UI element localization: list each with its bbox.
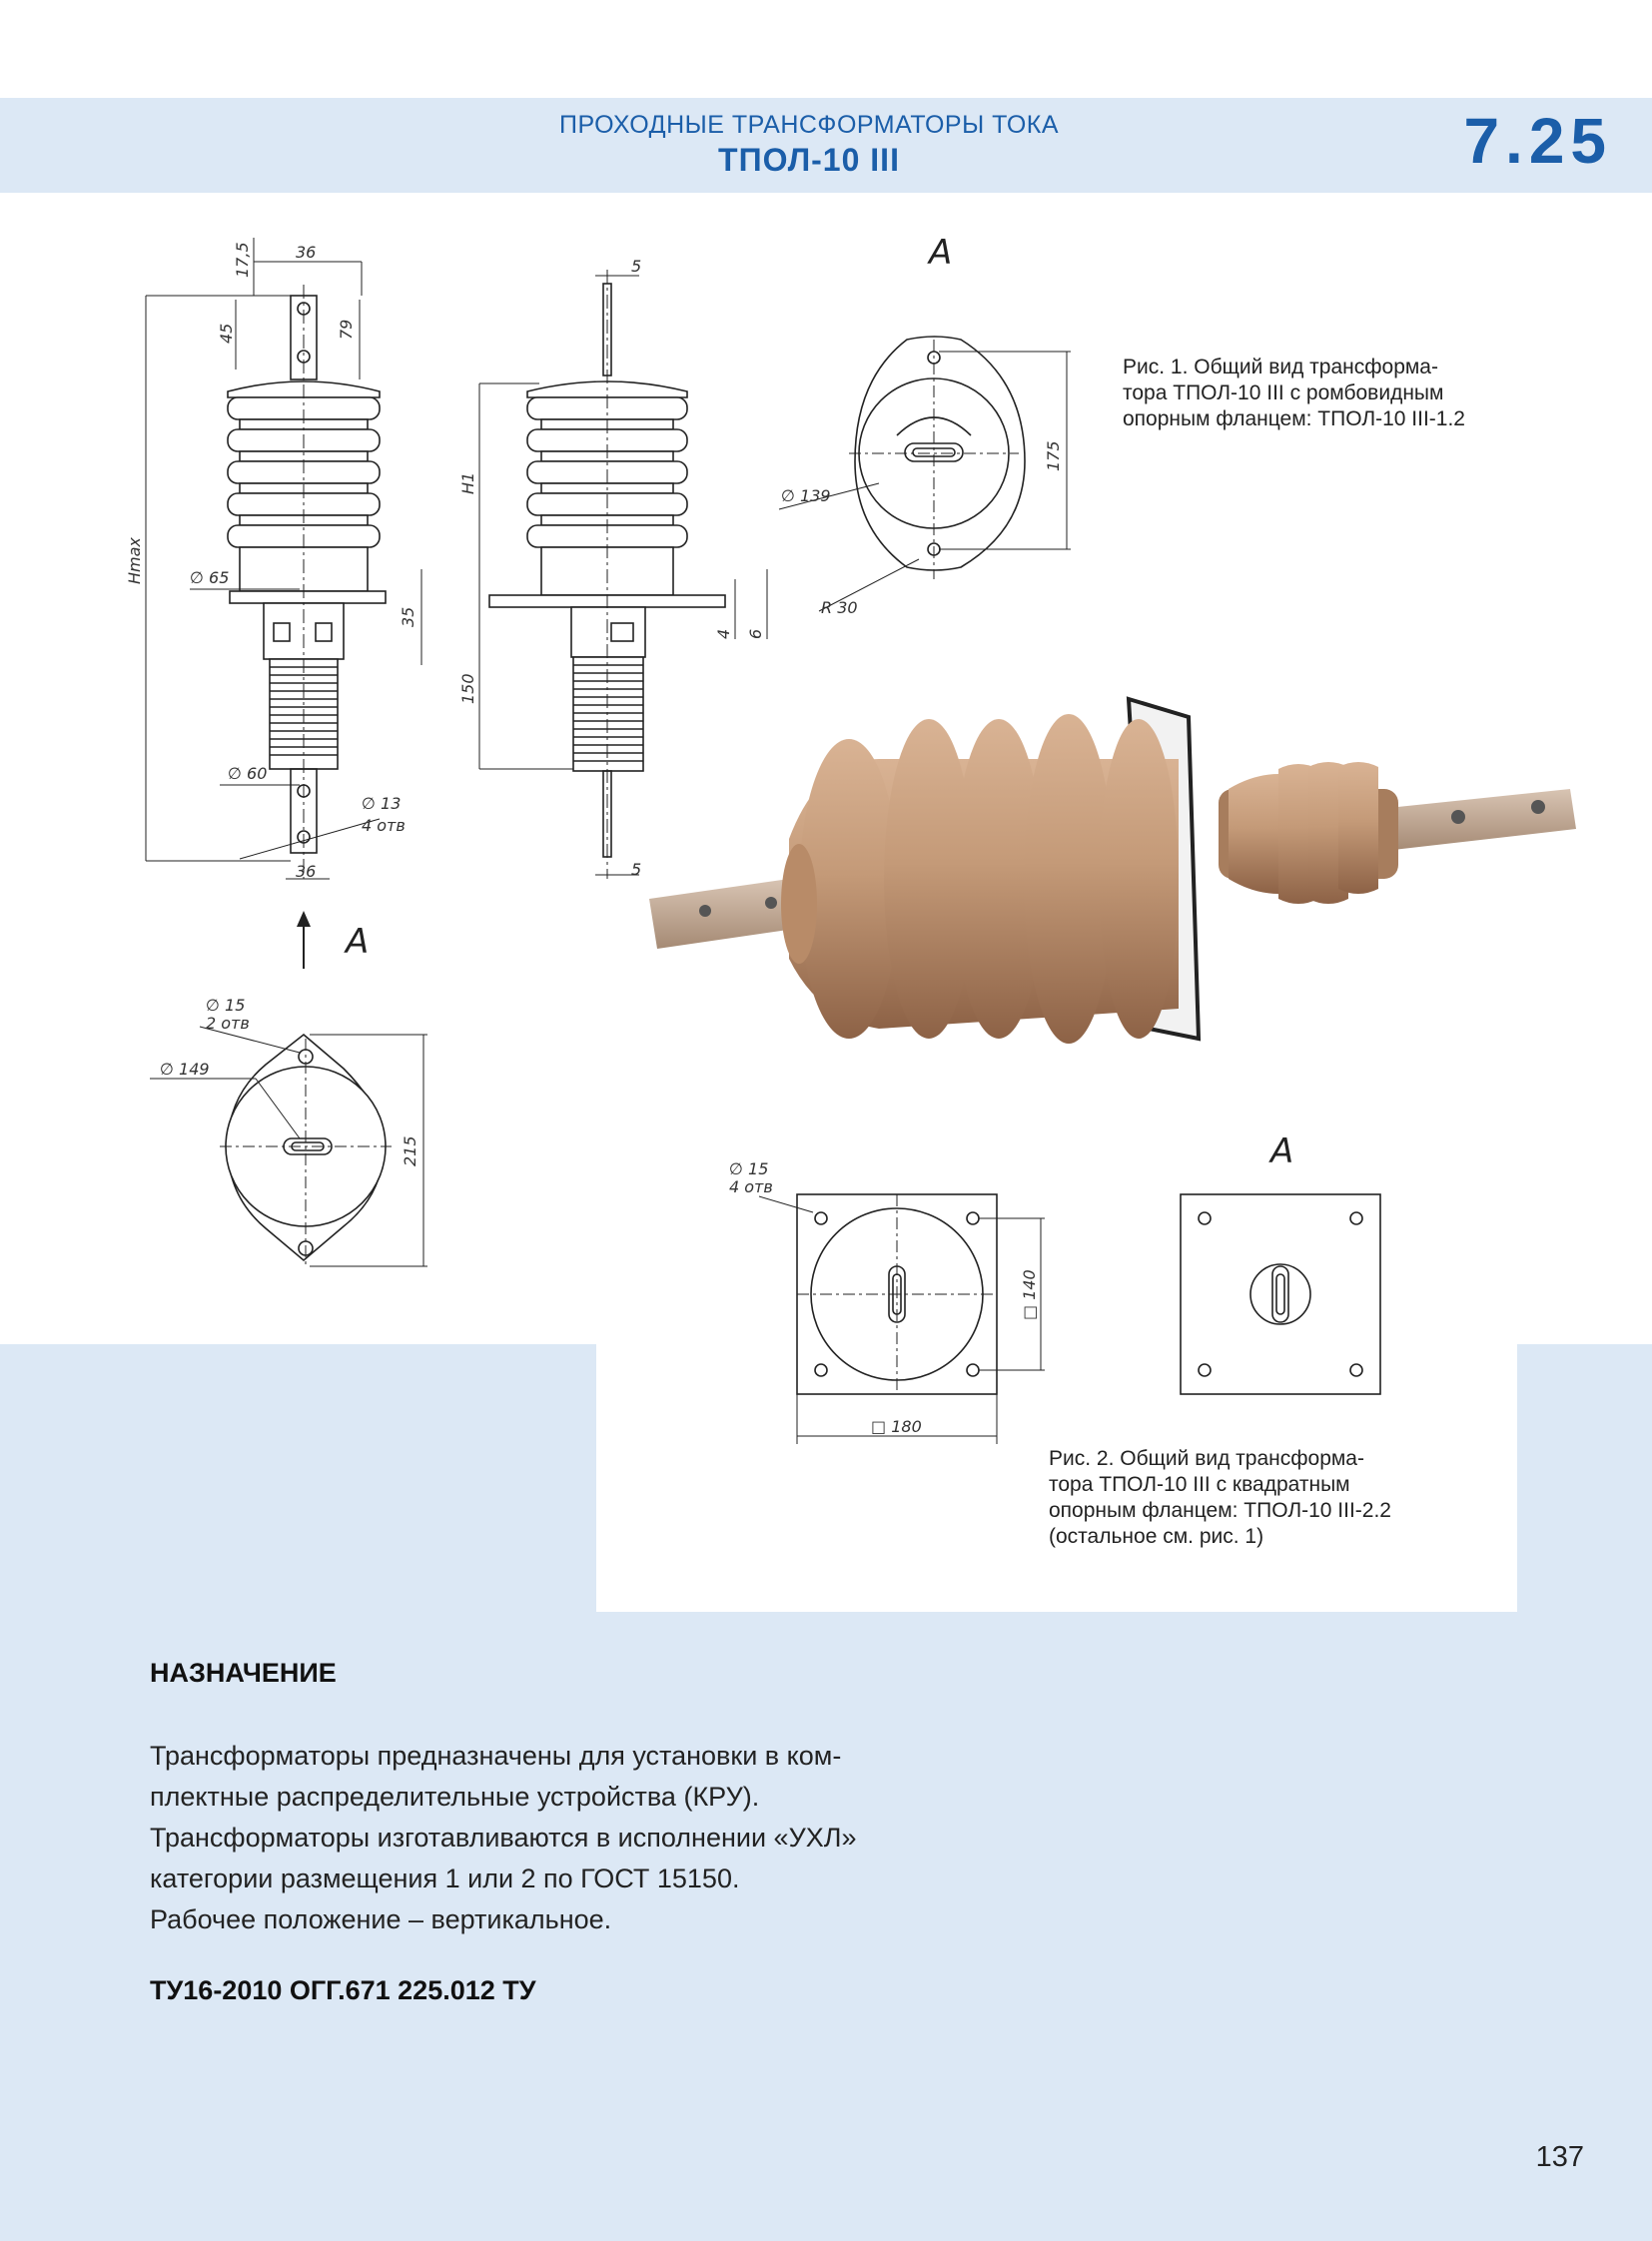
dim-va-215: 215 [401,1135,419,1166]
figure2-caption-line: тора ТПОЛ-10 III с квадратным [1049,1473,1350,1496]
figure2-caption-line: опорным фланцем: ТПОЛ-10 III-2.2 [1049,1499,1391,1522]
square-flange-view-2 [1181,1194,1380,1394]
dim-sq-15: ∅ 15 [729,1159,769,1178]
view-a-arrow-label: А [346,922,370,962]
dim-r30: R 30 [821,598,858,617]
dim-h1: H1 [458,471,477,494]
dim-va-15: ∅ 15 [206,996,246,1015]
figure1-caption-line: тора ТПОЛ-10 III с ромбовидным [1123,381,1444,404]
figure1-caption-line: опорным фланцем: ТПОЛ-10 III-1.2 [1123,407,1465,430]
purpose-line: Трансформаторы предназначены для установки в ком- [150,1741,842,1771]
purpose-line: Трансформаторы изготавливаются в исполнении «УХЛ» [150,1823,857,1853]
dim-45: 45 [217,323,236,344]
page-number: 137 [1535,2141,1584,2173]
dim-139: ∅ 139 [781,486,831,505]
dim-5-bottom: 5 [631,860,642,879]
dim-35: 35 [399,606,417,627]
dim-175-flange: 175 [1044,440,1063,471]
header-subtitle: ПРОХОДНЫЕ ТРАНСФОРМАТОРЫ ТОКА [558,111,1060,139]
header-title: ТПОЛ-10 III [718,142,900,178]
figure2-caption-line: Рис. 2. Общий вид трансформа- [1049,1447,1364,1470]
fig1-view-label: А [929,233,953,273]
figure1-caption [1123,355,1465,432]
dim-va-15-qty: 2 отв [206,1014,250,1033]
dim-17-5: 17,5 [233,242,252,278]
figure1-caption-line: Рис. 1. Общий вид трансформа- [1123,356,1438,378]
dim-sq-180: □ 180 [871,1417,922,1436]
front-view-drawing [146,238,421,879]
dim-5-top: 5 [631,257,642,276]
dim-hmax: Hmax [125,537,144,584]
dim-150: 150 [458,673,477,704]
spec-reference: ТУ16-2010 ОГГ.671 225.012 ТУ [150,1975,536,2005]
square-flange-view-1 [759,1194,1045,1444]
dim-79: 79 [337,319,356,340]
dim-65: ∅ 65 [190,568,230,587]
dim-va-149: ∅ 149 [160,1060,210,1079]
purpose-line: категории размещения 1 или 2 по ГОСТ 15150. [150,1864,740,1893]
fig2-view-label: А [1270,1131,1294,1171]
dim-13-qty: 4 отв [362,816,406,835]
figure2-caption [1049,1446,1391,1550]
dim-sq-15-qty: 4 отв [729,1177,773,1196]
section-number: 7.25 [1463,105,1612,177]
purpose-line: плектные распределительные устройства (КРУ). [150,1782,760,1812]
purpose-text [150,1736,856,1940]
dim-36-bottom: 36 [296,862,317,881]
dim-60: ∅ 60 [228,764,268,783]
purpose-line: Рабочее положение – вертикальное. [150,1904,612,1934]
figure2-caption-line: (остальное см. рис. 1) [1049,1525,1264,1548]
side-view-drawing [479,270,767,879]
dim-6: 6 [746,628,765,639]
dim-13: ∅ 13 [362,794,402,813]
purpose-title: НАЗНАЧЕНИЕ [150,1658,337,1688]
dim-sq-140: □ 140 [1020,1269,1039,1320]
rhombic-flange-view [779,337,1071,611]
transformer-photo [649,699,1576,1044]
dim-4: 4 [714,628,733,639]
dim-36-top: 36 [296,243,317,262]
